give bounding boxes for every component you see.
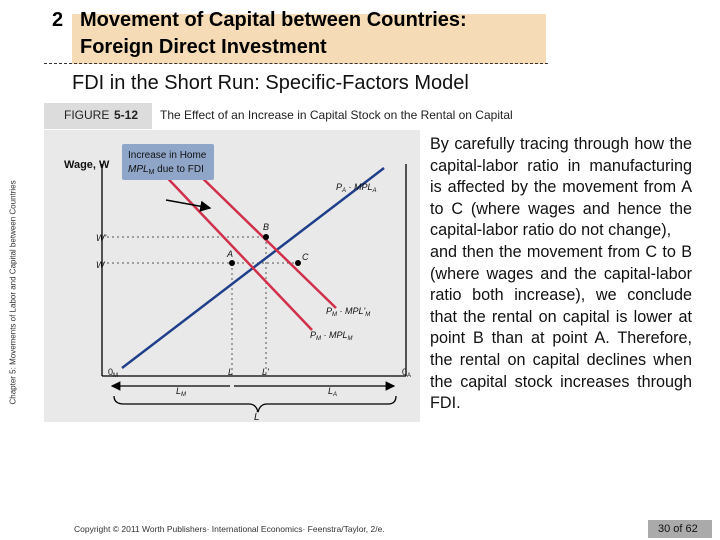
figure-label-prefix: FIGURE <box>64 108 110 122</box>
page-number: 30 of 62 <box>658 523 698 535</box>
slide-title-line1: Movement of Capital between Countries: <box>80 9 467 31</box>
figure-label <box>44 103 152 129</box>
l-prime-tick-label: L' <box>262 367 269 377</box>
explanation-paragraph-2: and then the movement from C to B (where wages and the capital-labor ratio both increase), we conclude that the rental on capital is lower at point B than at point A. Therefore, the rental on capital declines when the capital stock increases through FDI. <box>430 242 692 413</box>
point-b-dot <box>263 234 269 240</box>
figure-caption: The Effect of an Increase in Capital Stock on the Rental on Capital <box>160 108 513 122</box>
origin-m-label: $0_M$ <box>108 367 119 379</box>
figure-label-number: 5-12 <box>114 108 139 122</box>
callout-line1: Increase in Home <box>128 150 207 161</box>
chapter-side-label: Chapter 5: Movements of Labor and Capital between Countries <box>8 180 18 405</box>
l-tick-label: L <box>228 367 234 377</box>
specific-factors-diagram <box>44 130 420 422</box>
pm-prime-curve-label: $P_M \cdot MPL'_M$ <box>326 306 371 318</box>
origin-a-label: $0_A$ <box>402 367 412 379</box>
pm-curve-label: $P_M \cdot MPL_M$ <box>310 330 353 342</box>
y-axis-label: Wage, W <box>64 159 110 171</box>
la-label: $L_A$ <box>328 386 338 398</box>
total-labor-brace <box>114 396 396 412</box>
explanation-text <box>430 134 692 415</box>
point-b-label: B <box>263 222 270 232</box>
figure-panel <box>44 130 420 422</box>
pa-curve-label: $P_A \cdot MPL_A$ <box>336 182 377 194</box>
explanation-paragraph-1: By carefully tracing through how the capital-labor ratio in manufacturing is affected by the movement from A to C (where wages and hence the capital-labor ratio do not change), <box>430 135 692 240</box>
point-c-label: C <box>302 252 309 262</box>
slide-subtitle: FDI in the Short Run: Specific-Factors Model <box>72 72 469 94</box>
w-label: W <box>96 260 105 270</box>
callout-line2: $MPL_M$ due to FDI <box>128 164 204 176</box>
title-divider <box>44 63 548 64</box>
slide-title-line2: Foreign Direct Investment <box>80 36 327 58</box>
pm-mplm-curve <box>156 166 312 330</box>
lm-label: $L_M$ <box>176 386 187 398</box>
copyright-footer: Copyright © 2011 Worth Publishers· International Economics· Feenstra/Taylor, 2/e. <box>74 524 385 534</box>
page-number-badge <box>648 520 712 538</box>
total-labor-label: L̄ <box>254 412 260 422</box>
point-a-label: A <box>227 249 234 259</box>
section-number: 2 <box>52 9 64 31</box>
w-prime-label: W' <box>96 233 107 243</box>
point-c-dot <box>295 260 301 266</box>
point-a-dot <box>229 260 235 266</box>
